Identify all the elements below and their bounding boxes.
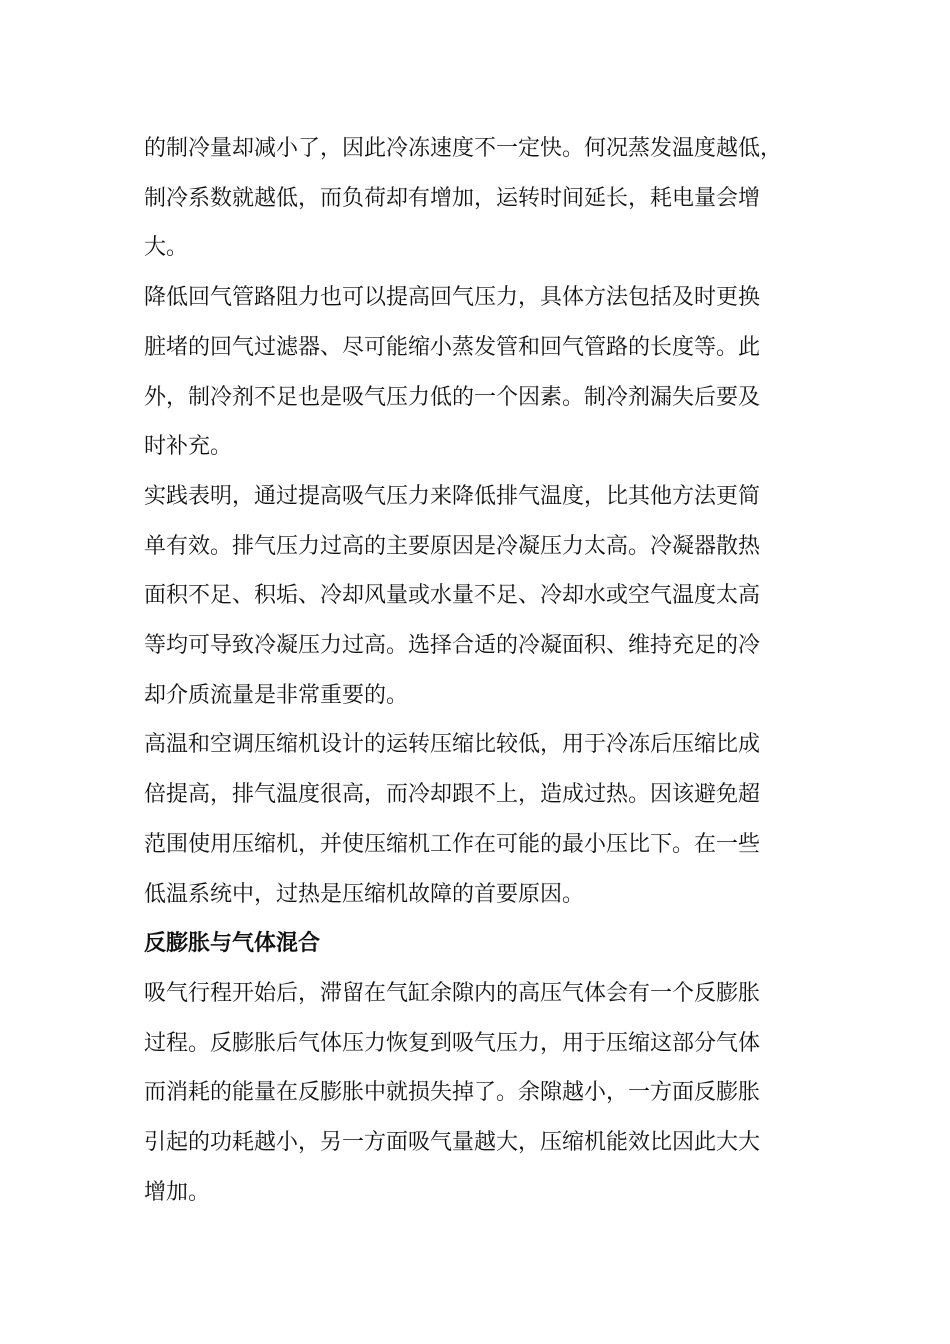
section-heading: 反膨胀与气体混合 <box>144 931 321 957</box>
text-line: 面积不足、积垢、冷却风量或水量不足、冷却水或空气温度太高 <box>144 583 761 609</box>
paragraph-4 <box>144 720 804 919</box>
text-line: 范围使用压缩机，并使压缩机工作在可能的最小压比下。在一些 <box>144 831 761 857</box>
paragraph-1 <box>144 124 804 273</box>
text-line: 而消耗的能量在反膨胀中就损失掉了。余隙越小，一方面反膨胀 <box>144 1080 761 1106</box>
text-line: 的制冷量却减小了，因此冷冻速度不一定快。何况蒸发温度越低， <box>144 136 783 161</box>
text-line: 高温和空调压缩机设计的运转压缩比较低，用于冷冻后压缩比成 <box>144 732 761 758</box>
text-line: 倍提高，排气温度很高，而冷却跟不上，造成过热。因该避免超 <box>144 782 761 808</box>
text-line: 引起的功耗越小，另一方面吸气量越大，压缩机能效比因此大大 <box>144 1130 761 1156</box>
text-line: 脏堵的回气过滤器、尽可能缩小蒸发管和回气管路的长度等。此 <box>144 334 761 360</box>
text-line: 外，制冷剂不足也是吸气压力低的一个因素。制冷剂漏失后要及 <box>144 384 761 410</box>
paragraph-2 <box>144 273 804 472</box>
text-line: 增加。 <box>144 1179 211 1205</box>
text-line: 制冷系数就越低，而负荷却有增加，运转时间延长，耗电量会增 <box>144 185 761 211</box>
text-line: 降低回气管路阻力也可以提高回气压力，具体方法包括及时更换 <box>144 285 761 311</box>
text-line: 单有效。排气压力过高的主要原因是冷凝压力太高。冷凝器散热 <box>144 533 761 559</box>
text-line: 低温系统中，过热是压缩机故障的首要原因。 <box>144 881 585 907</box>
text-line: 大。 <box>144 235 189 261</box>
text-line: 等均可导致冷凝压力过高。选择合适的冷凝面积、维持充足的冷 <box>144 633 761 659</box>
text-line: 却介质流量是非常重要的。 <box>144 682 409 708</box>
paragraph-3 <box>144 472 804 721</box>
text-line: 过程。反膨胀后气体压力恢复到吸气压力，用于压缩这部分气体 <box>144 1030 761 1056</box>
text-line: 吸气行程开始后，滞留在气缸余隙内的高压气体会有一个反膨胀 <box>144 980 761 1006</box>
text-line: 实践表明，通过提高吸气压力来降低排气温度，比其他方法更简 <box>144 483 761 509</box>
text-line: 时补充。 <box>144 434 233 460</box>
paragraph-5 <box>144 969 804 1218</box>
document-page <box>144 124 804 1217</box>
